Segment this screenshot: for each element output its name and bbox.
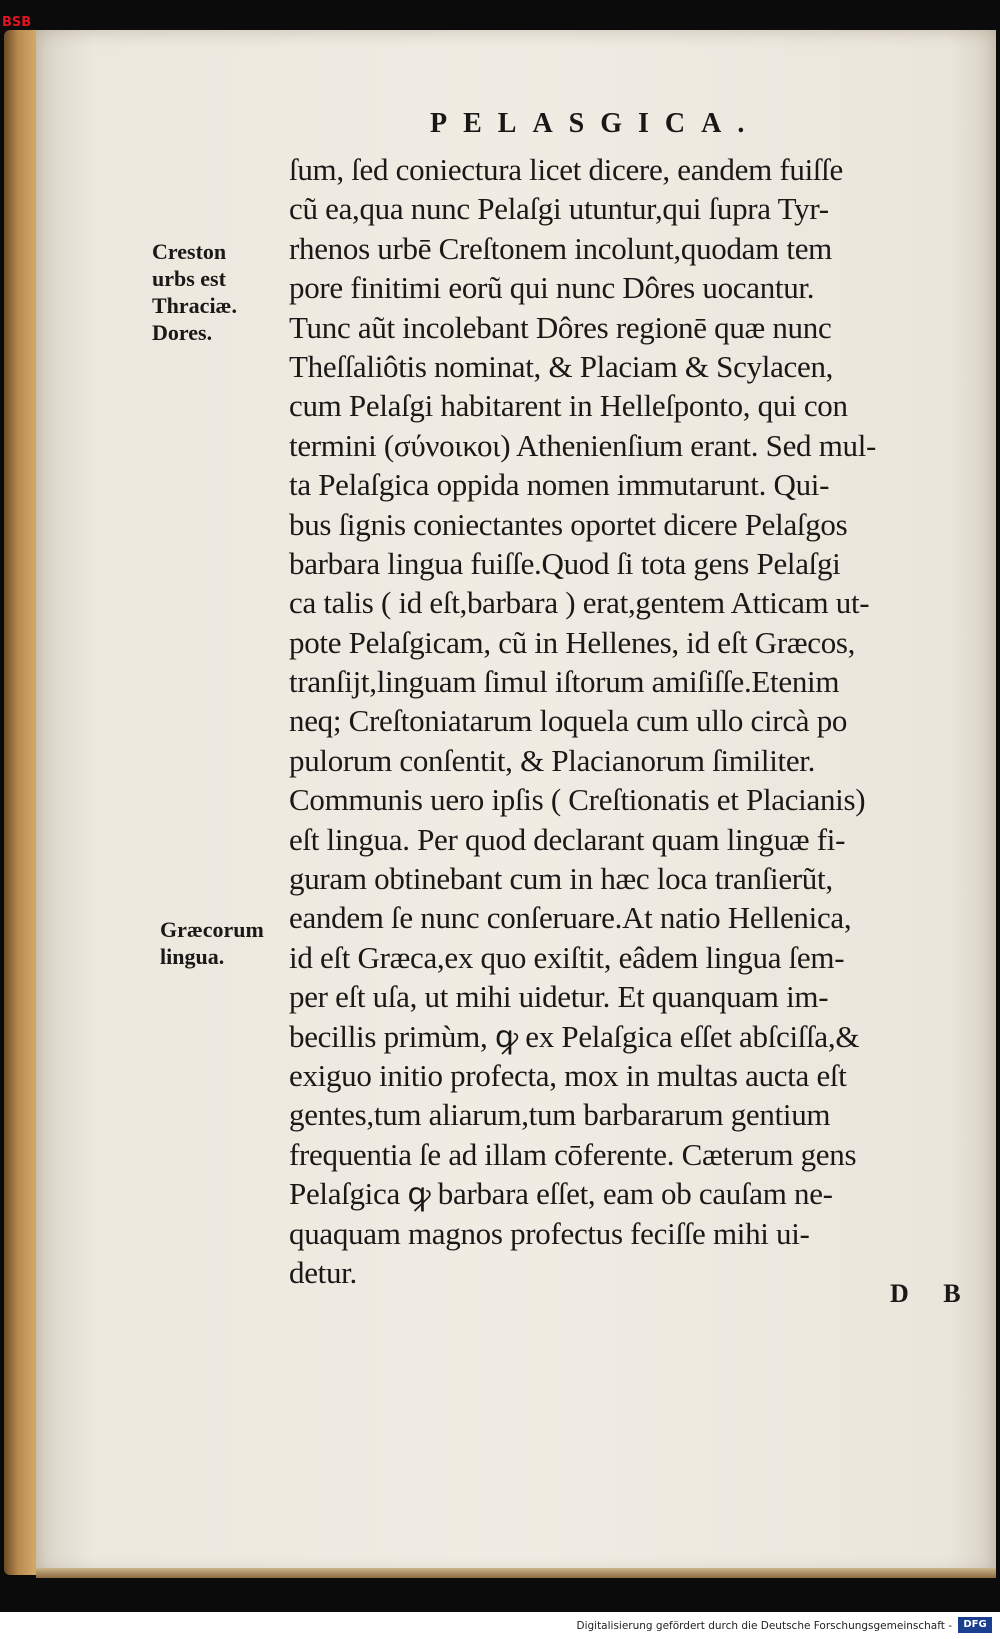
dfg-logo: DFG <box>958 1617 992 1633</box>
text-line: bus ſignis coniectantes oportet dicere Pelaſgos <box>289 506 848 542</box>
margin-note-line: Thraciæ. <box>152 293 237 318</box>
text-line: Pelaſgica ꝙ barbara eſſet, eam ob cauſam ne- <box>289 1176 833 1212</box>
text-line: becillis primùm, ꝙ ex Pelaſgica eſſet abſciſſa,& <box>289 1018 860 1054</box>
text-line: Tunc aũt incolebant Dôres regionē quæ nunc <box>289 309 832 345</box>
margin-note-creston <box>152 238 237 346</box>
margin-note-graecorum <box>160 916 264 970</box>
text-line: frequentia ſe ad illam cōferente. Cæterum gens <box>289 1136 857 1172</box>
text-line: ta Pelaſgica oppida nomen immutarunt. Qui- <box>289 467 830 503</box>
text-line: exiguo initio profecta, mox in multas aucta eſt <box>289 1057 847 1093</box>
margin-note-line: Creston <box>152 239 227 264</box>
text-line: pore finitimi eorũ qui nunc Dôres uocantur. <box>289 270 815 306</box>
text-line: cum Pelaſgi habitarent in Helleſponto, qui con <box>289 388 848 424</box>
running-head: PELASGICA. <box>430 108 761 139</box>
text-line: id eſt Græca,ex quo exiſtit, eâdem lingua ſem- <box>289 939 845 975</box>
text-line: barbara lingua fuiſſe.Quod ſi tota gens Pelaſgi <box>289 545 841 581</box>
text-line: Communis uero ipſis ( Creſtionatis et Placianis) <box>289 782 866 818</box>
text-line: rhenos urbē Creſtonem incolunt,quodam tem <box>289 230 832 266</box>
text-line: neq; Creſtoniatarum loquela cum ullo circà po <box>289 703 848 739</box>
text-line: ca talis ( id eſt,barbara ) erat,gentem Atticam ut- <box>289 585 870 621</box>
text-line: per eſt uſa, ut mihi uidetur. Et quanquam im- <box>289 979 829 1015</box>
margin-note-line: Dores. <box>152 320 213 345</box>
library-logo: BSB <box>2 15 32 30</box>
body-text <box>289 150 969 1292</box>
margin-note-line: lingua. <box>160 944 225 969</box>
text-line: pulorum conſentit, & Placianorum ſimiliter. <box>289 742 816 778</box>
margin-note-line: Græcorum <box>160 917 264 942</box>
text-line: pote Pelaſgicam, cũ in Hellenes, id eſt Græcos, <box>289 624 856 660</box>
margin-note-line: urbs est <box>152 266 226 291</box>
page-bottom-edge <box>36 1568 996 1578</box>
text-line: termini (σύνοικοι) Athenienſium erant. Sed mul- <box>289 427 877 463</box>
text-line: tranſijt,linguam ſimul iſtorum amiſiſſe.Etenim <box>289 664 840 700</box>
text-line: Theſſaliôtis nominat, & Placiam & Scylacen, <box>289 348 834 384</box>
text-line: eandem ſe nunc conſeruare.At natio Hellenica, <box>289 900 852 936</box>
text-line: cũ ea,qua nunc Pelaſgi utuntur,qui ſupra Tyr- <box>289 191 829 227</box>
text-line: ſum, ſed coniectura licet dicere, eandem fuiſſe <box>289 152 843 187</box>
footer-credit: Digitalisierung gefördert durch die Deutsche Forschungsgemeinschaft - <box>576 1620 952 1632</box>
text-line: gentes,tum aliarum,tum barbararum gentium <box>289 1097 831 1133</box>
catchword: D B <box>890 1279 975 1308</box>
text-line: detur. <box>289 1254 357 1290</box>
text-line: guram obtinebant cum in hæc loca tranſierũt, <box>289 861 833 897</box>
text-line: quaquam magnos profectus feciſſe mihi ui- <box>289 1215 810 1251</box>
text-line: eſt lingua. Per quod declarant quam linguæ fi- <box>289 821 846 857</box>
